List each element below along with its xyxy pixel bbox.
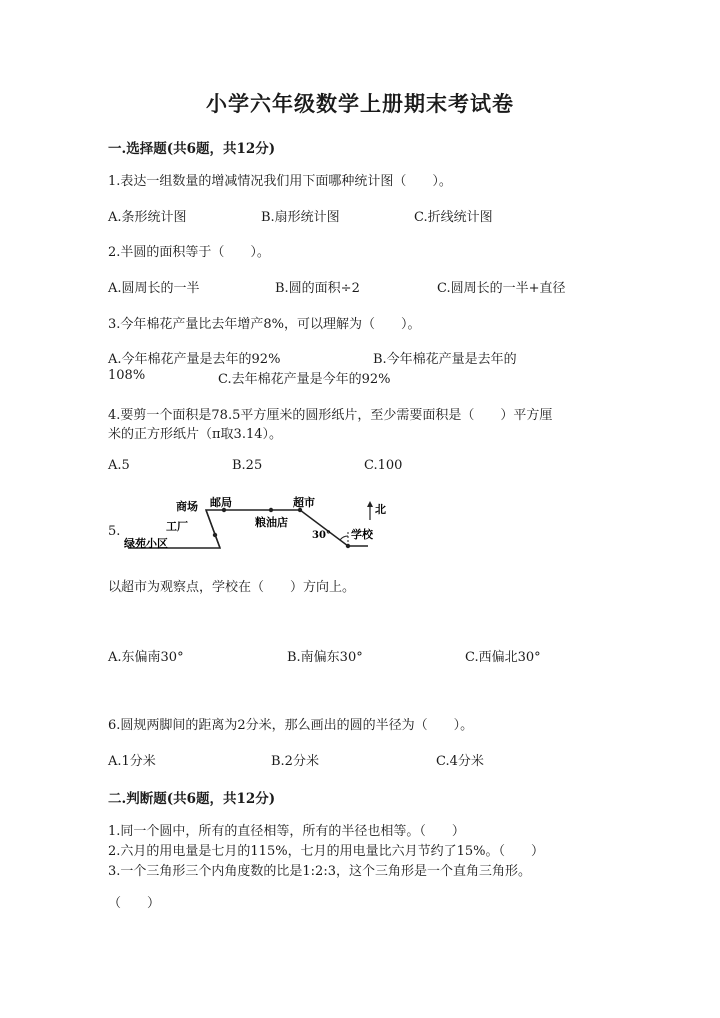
judgement-3: 3.一个三角形三个内角度数的比是1:2:3，这个三角形是一个直角三角形。: [108, 864, 531, 879]
q6-option-c: C.4分米: [436, 754, 484, 769]
map-label-gas: 粮油店: [255, 516, 288, 529]
q3-option-b-cont: 108%: [108, 368, 146, 383]
map-label-factory: 工厂: [166, 520, 188, 533]
judgement-2: 2.六月的用电量是七月的115%，七月的用电量比六月节约了15%。（ ）: [108, 844, 544, 859]
question-3: 3.今年棉花产量比去年增产8%，可以理解为（ ）。: [108, 317, 421, 332]
question-5-number: 5.: [108, 524, 121, 539]
map-label-community: 绿苑小区: [124, 537, 168, 550]
q3-option-a: A.今年棉花产量是去年的92%: [108, 352, 281, 367]
q3-option-c: C.去年棉花产量是今年的92%: [218, 372, 391, 387]
q4-option-b: B.25: [232, 458, 263, 473]
section-heading-choice: 一.选择题(共6题，共12分): [108, 141, 276, 157]
q5-option-a: A.东偏南30°: [108, 650, 184, 665]
question-4-line2: 米的正方形纸片（π取3.14）。: [108, 427, 282, 442]
q6-option-a: A.1分米: [108, 754, 156, 769]
q1-option-c: C.折线统计图: [414, 210, 493, 225]
q2-option-c: C.圆周长的一半+直径: [437, 281, 566, 296]
q3-option-b: B.今年棉花产量是去年的: [373, 352, 517, 367]
q4-option-c: C.100: [364, 458, 403, 473]
map-label-supermarket: 超市: [293, 496, 315, 509]
map-label-north: 北: [375, 503, 386, 516]
question-5-text: 以超市为观察点，学校在（ ）方向上。: [108, 580, 356, 595]
question-6: 6.圆规两脚间的距离为2分米，那么画出的圆的半径为（ ）。: [108, 718, 474, 733]
q4-option-a: A.5: [108, 458, 130, 473]
page-title: 小学六年级数学上册期末考试卷: [206, 91, 514, 116]
question-4-line1: 4.要剪一个面积是78.5平方厘米的圆形纸片，至少需要面积是（ ）平方厘: [108, 408, 553, 423]
section-heading-judgement: 二.判断题(共6题，共12分): [108, 791, 276, 807]
q2-option-b: B.圆的面积÷2: [275, 281, 360, 296]
map-label-school: 学校: [351, 528, 373, 541]
question-2: 2.半圆的面积等于（ ）。: [108, 245, 270, 260]
q5-option-c: C.西偏北30°: [465, 650, 541, 665]
q1-option-b: B.扇形统计图: [261, 210, 340, 225]
factory-point: [213, 533, 217, 537]
q6-option-b: B.2分米: [271, 754, 319, 769]
map-label-mall: 商场: [176, 500, 198, 513]
map-label-post: 邮局: [210, 496, 232, 509]
judgement-1: 1.同一个圆中，所有的直径相等，所有的半径也相等。（ ）: [108, 824, 465, 839]
route-map-diagram: [118, 490, 398, 560]
q5-option-b: B.南偏东30°: [287, 650, 363, 665]
q1-option-a: A.条形统计图: [108, 210, 187, 225]
map-label-angle: 30°: [312, 530, 331, 541]
q2-option-a: A.圆周长的一半: [108, 281, 200, 296]
question-1: 1.表达一组数量的增减情况我们用下面哪种统计图（ ）。: [108, 174, 452, 189]
gas-point: [269, 508, 273, 512]
judgement-3-paren: （ ）: [108, 896, 161, 911]
